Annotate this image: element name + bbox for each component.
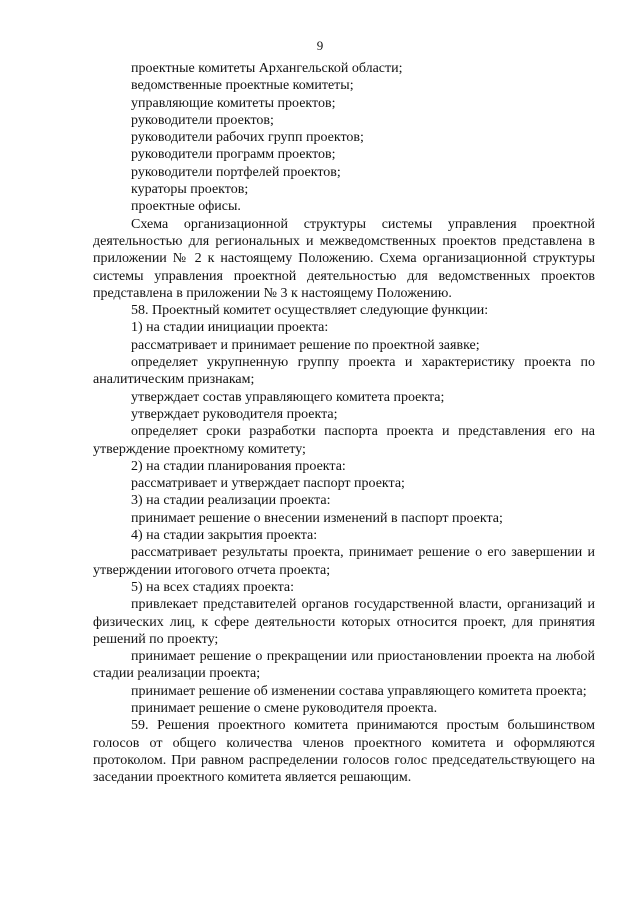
list-item: рассматривает и утверждает паспорт проекта; [131,476,405,492]
list-item: принимает решение об изменении состава управляющего комитета проекта; [131,683,587,699]
list-item: руководители портфелей проектов; [131,164,341,180]
list-item: привлекает представителей органов государственной власти, организаций и физических лиц, к сфере деятельности которых относится проект, для принятия решений по проекту; [93,597,595,647]
stage-heading: 4) на стадии закрытия проекта: [131,528,318,544]
list-item: проектные офисы. [131,199,241,215]
stage-heading: 5) на всех стадиях проекта: [131,579,294,595]
list-item: рассматривает и принимает решение по проектной заявке; [131,337,480,353]
clause-59-paragraph: 59. Решения проектного комитета принимаются простым большинством голосов от общего количества членов проектного комитета и оформляются протоколом. При равном распределении голосов голос председательствующего на заседании проектного комитета является решающим. [93,718,595,786]
list-item: принимает решение о внесении изменений в паспорт проекта; [131,510,503,526]
list-item: ведомственные проектные комитеты; [131,78,354,94]
list-item: руководители программ проектов; [131,147,336,163]
list-item: определяет укрупненную группу проекта и характеристику проекта по аналитическим признакам; [93,355,595,388]
list-item: рассматривает результаты проекта, принимает решение о его завершении и утверждении итогового отчета проекта; [93,545,595,578]
list-item: руководители рабочих групп проектов; [131,130,364,146]
list-item: утверждает состав управляющего комитета проекта; [131,389,445,405]
page-number: 9 [316,38,324,53]
list-item: управляющие комитеты проектов; [131,95,336,111]
list-item: принимает решение о прекращении или приостановлении проекта на любой стадии реализации проекта; [93,649,595,682]
document-body [93,60,595,786]
paragraph-schemes: Схема организационной структуры системы управления проектной деятельностью для региональных и межведомственных проектов представлена в приложении № 2 к настоящему Положению. Схема организационной структуры системы управления проектной деятельностью для ведомственных проектов представлена в приложении № 3 к настоящему Положению. [93,216,595,301]
list-item: проектные комитеты Архангельской области; [131,61,403,76]
stage-heading: 3) на стадии реализации проекта: [131,493,331,509]
list-item: принимает решение о смене руководителя проекта. [131,700,438,716]
list-item: определяет сроки разработки паспорта проекта и представления его на утверждение проектному комитету; [93,424,595,457]
stage-heading: 2) на стадии планирования проекта: [131,458,346,474]
list-item: утверждает руководителя проекта; [131,406,338,422]
stage-heading: 1) на стадии инициации проекта: [131,320,329,336]
list-item: руководители проектов; [131,112,274,128]
list-item: кураторы проектов; [131,182,249,198]
clause-58-heading: 58. Проектный комитет осуществляет следующие функции: [131,303,489,319]
